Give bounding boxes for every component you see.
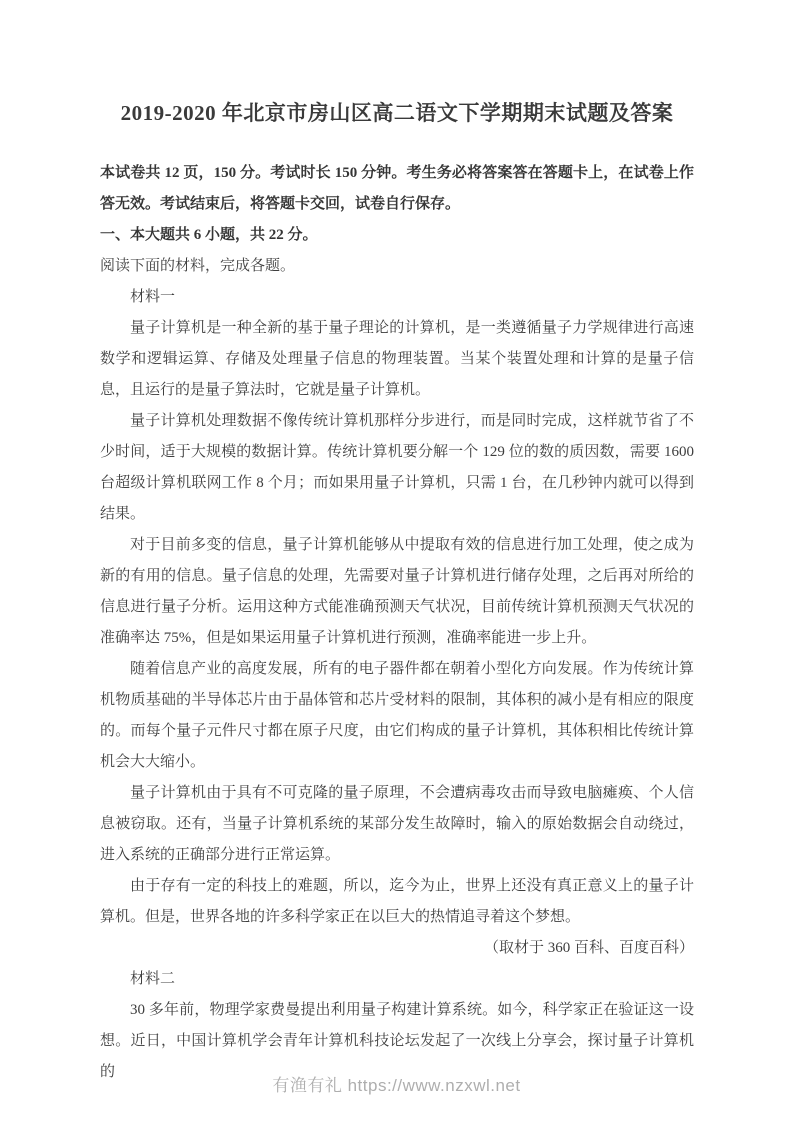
paragraph: 量子计算机是一种全新的基于量子理论的计算机，是一类遵循量子力学规律进行高速数学和逻辑运算、存储及处理量子信息的物理装置。当某个装置处理和计算的是量子信息，且运行的是量子算法时，它就是量子计算机。 [100, 320, 694, 398]
paragraph: 一、本大题共 6 小题，共 22 分。 [100, 227, 318, 243]
paragraph: 对于目前多变的信息，量子计算机能够从中提取有效的信息进行加工处理，使之成为新的有用的信息。量子信息的处理，先需要对量子计算机进行储存处理，之后再对所给的信息进行量子分析。运用这种方式能准确预测天气状况，目前传统计算机预测天气状况的准确率达 75%，但是如果运用量子计算机进行预测，准确率能进一步上升。 [100, 537, 694, 646]
paragraph: 本试卷共 12 页，150 分。考试时长 150 分钟。考生务必将答案答在答题卡上，在试卷上作答无效。考试结束后，将答题卡交回，试卷自行保存。 [100, 165, 694, 212]
paragraph: 材料二 [130, 971, 176, 987]
page-footer [0, 1071, 793, 1096]
paragraph: 材料一 [130, 289, 176, 305]
document-content [100, 0, 694, 1088]
paragraph: 由于存有一定的科技上的难题，所以，迄今为止，世界上还没有真正意义上的量子计算机。但是，世界各地的许多科学家正在以巨大的热情追寻着这个梦想。 [100, 878, 694, 925]
paragraph: 量子计算机由于具有不可克隆的量子原理，不会遭病毒攻击而导致电脑瘫痪、个人信息被窃取。还有，当量子计算机系统的某部分发生故障时，输入的原始数据会自动绕过，进入系统的正确部分进行正常运算。 [100, 785, 694, 863]
page-title: 2019-2020 年北京市房山区高二语文下学期期末试题及答案 [120, 101, 674, 125]
paragraph: 随着信息产业的高度发展，所有的电子器件都在朝着小型化方向发展。作为传统计算机物质基础的半导体芯片由于晶体管和芯片受材料的限制，其体积的减小是有相应的限度的。而每个量子元件尺寸都在原子尺度，由它们构成的量子计算机，其体积相比传统计算机会大大缩小。 [100, 661, 694, 770]
paragraph: 阅读下面的材料，完成各题。 [100, 258, 296, 274]
paragraph: 量子计算机处理数据不像传统计算机那样分步进行，而是同时完成，这样就节省了不少时间，适于大规模的数据计算。传统计算机要分解一个 129 位的数的质因数，需要 1600 台超级计算机联网工作 8 个月；而如果用量子计算机，只需 1 台，在几秒钟内就可以得到结果。 [100, 413, 694, 522]
paragraph: （取材于 360 百科、百度百科） [483, 940, 694, 956]
paragraph: 30 多年前，物理学家费曼提出利用量子构建计算系统。如今，科学家正在验证这一设想。近日，中国计算机学会青年计算机科技论坛发起了一次线上分享会，探讨量子计算机的 [100, 1002, 694, 1080]
document-body [100, 158, 694, 1088]
footer-watermark: 有渔有礼 https://www.nzxwl.net [272, 1076, 521, 1095]
